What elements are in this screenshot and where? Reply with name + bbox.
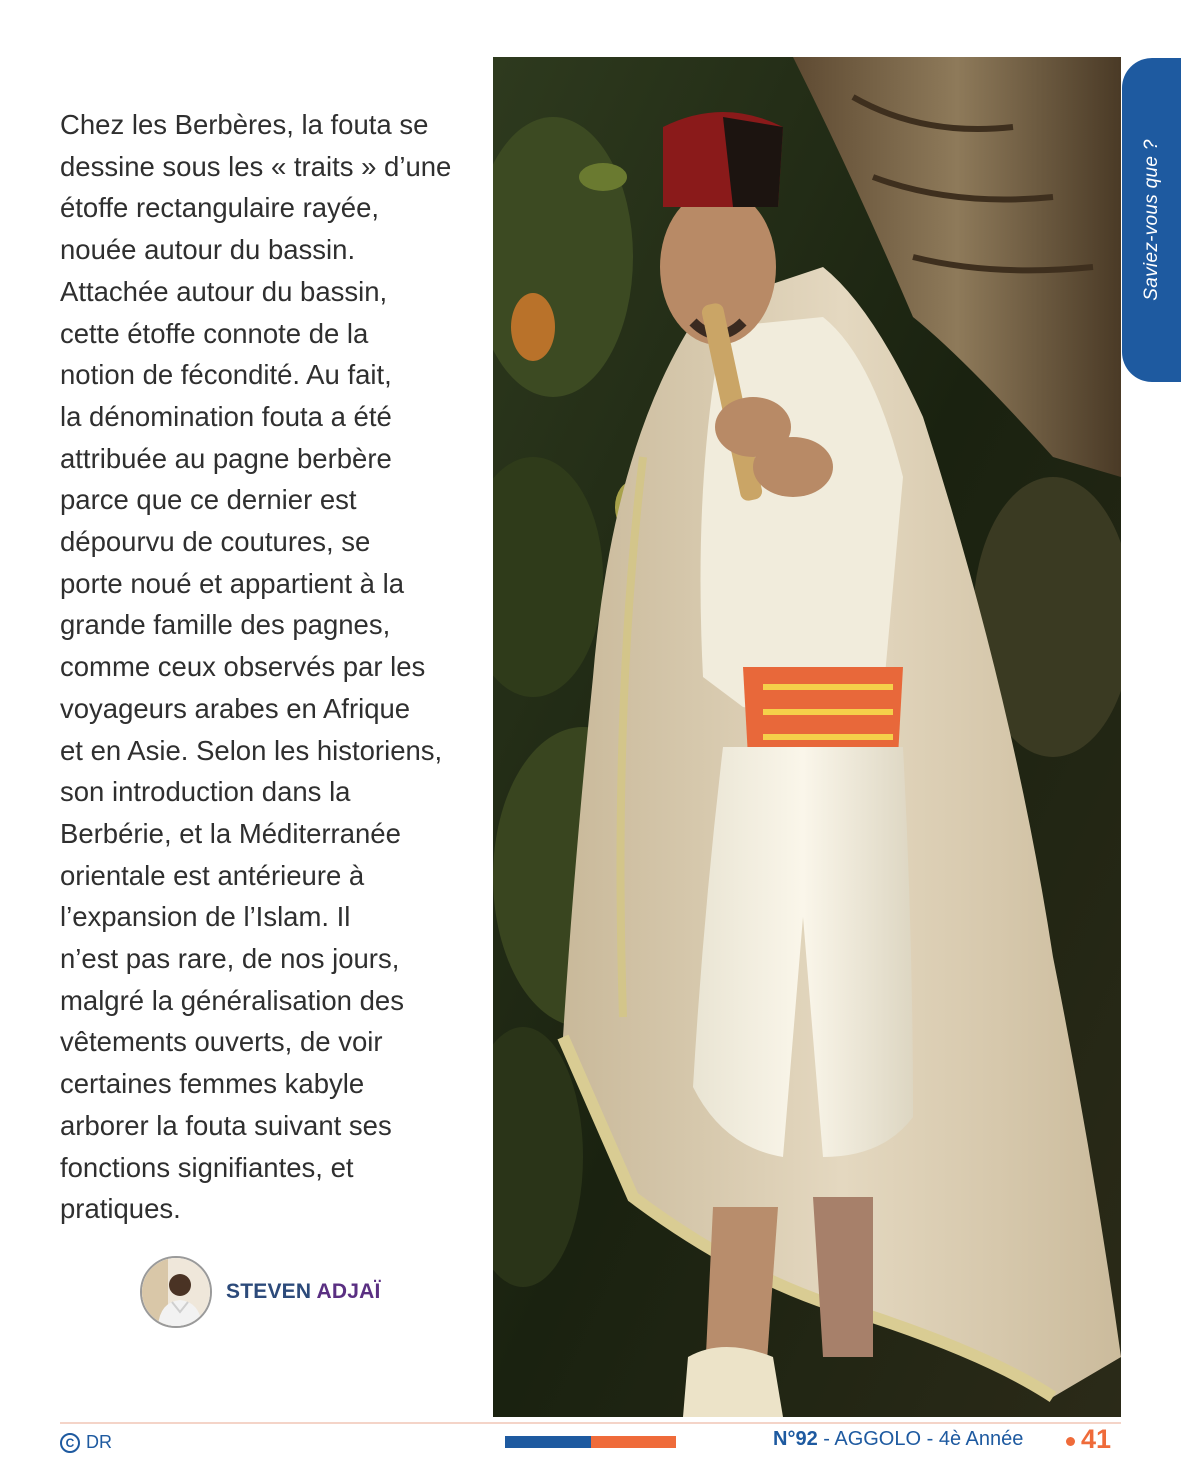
article-line: l’expansion de l’Islam. Il [60,901,351,933]
article-line: Attachée autour du bassin, [60,275,388,307]
author-first-name: STEVEN [226,1280,312,1303]
footer-color-bar [505,1436,676,1448]
article-body [60,104,470,1230]
article-line: Berbérie, et la Méditerranée [60,817,401,849]
article-line: fonctions signifiantes, et [60,1151,354,1183]
article-line: et en Asie. Selon les historiens, [60,734,443,766]
article-line: voyageurs arabes en Afrique [60,692,411,724]
article-line: Chez les Berbères, la fouta se [60,109,429,140]
article-line: dessine sous les « traits » d’une [60,150,452,182]
article-line: arborer la fouta suivant ses [60,1109,392,1141]
avatar [140,1256,212,1328]
article-line: orientale est antérieure à [60,859,365,891]
article-line: parce que ce dernier est [60,484,357,516]
article-line: pratiques. [60,1193,181,1225]
article-line: porte noué et appartient à la [60,567,405,599]
article-line: attribuée au pagne berbère [60,442,392,474]
article-line: vêtements ouverts, de voir [60,1026,383,1058]
issue-details: - AGGOLO - 4è Année [817,1428,1024,1450]
issue-number: N°92 [773,1428,818,1450]
footer-bar-blue [505,1436,591,1448]
footer-dot [1066,1437,1075,1446]
side-tab-label: Saviez-vous que ? [1140,139,1162,301]
article-line: comme ceux observés par les [60,651,426,683]
author-last-name: ADJAÏ [316,1280,381,1303]
footer-divider [60,1422,1121,1424]
article-line: cette étoffe connote de la [60,317,369,349]
article-line: étoffe rectangulaire rayée, [60,192,380,224]
photo-credit [60,1432,112,1453]
page-number: 41 [1081,1424,1112,1454]
article-photo [493,57,1121,1417]
article-line: malgré la généralisation des [60,984,404,1016]
article-line: dépourvu de coutures, se [60,526,371,558]
issue-info [773,1428,1023,1451]
article-line: notion de fécondité. Au fait, [60,359,392,391]
side-tab [1122,58,1181,382]
article-line: grande famille des pagnes, [60,609,391,641]
flute-player-illustration [493,57,1121,1417]
author-name [226,1280,381,1304]
article-line: nouée autour du bassin. [60,234,356,266]
photo-credit-text: DR [86,1432,112,1452]
author-byline [140,1256,381,1328]
article-line: n’est pas rare, de nos jours, [60,943,400,975]
article-line: certaines femmes kabyle [60,1068,365,1100]
footer-bar-orange [591,1436,676,1448]
copyright-icon: C [60,1433,80,1453]
article-line: son introduction dans la [60,776,351,808]
article-line: la dénomination fouta a été [60,400,392,432]
